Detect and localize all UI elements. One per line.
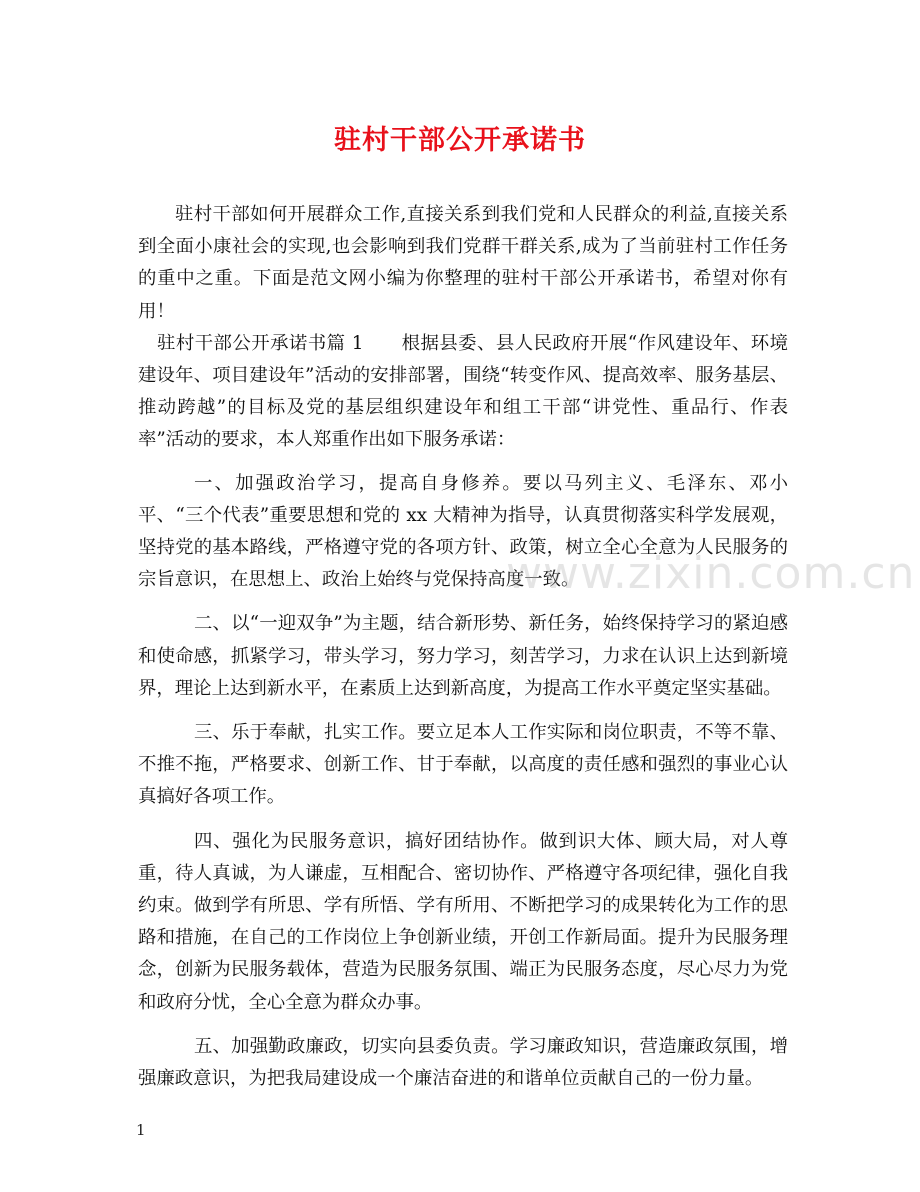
- document-body: [138, 199, 788, 1095]
- commitment-item-1: 一、加强政治学习，提高自身修养。要以马列主义、毛泽东、邓小平、“三个代表”重要思想和党的 xx 大精神为指导，认真贯彻落实科学发展观，坚持党的基本路线，严格遵守党的各项方针、政策，树立全心全意为人民服务的宗旨意识，在思想上、政治上始终与党保持高度一致。: [138, 472, 788, 591]
- watermark: www.zixin.com.cn: [506, 548, 916, 599]
- document-title: 驻村干部公开承诺书: [334, 125, 586, 156]
- commitment-item-3: 三、乐于奉献，扎实工作。要立足本人工作实际和岗位职责，不等不靠、不推不拖，严格要求、创新工作、甘于奉献，以高度的责任感和强烈的事业心认真搞好各项工作。: [138, 722, 788, 808]
- commitment-item-4: 四、强化为民服务意识，搞好团结协作。做到识大体、顾大局，对人尊重，待人真诚，为人谦虚，互相配合、密切协作、严格遵守各项纪律，强化自我约束。做到学有所思、学有所悟、学有所用、不断把学习的成果转化为工作的思路和措施，在自己的工作岗位上争创新业绩，开创工作新局面。提升为民服务理念，创新为民服务载体，营造为民服务氛围、端正为民服务态度，尽心尽力为党和政府分忧，全心全意为群众办事。: [138, 830, 788, 1013]
- commitment-item-2: 二、以“一迎双争”为主题，结合新形势、新任务，始终保持学习的紧迫感和使命感，抓紧学习，带头学习，努力学习，刻苦学习，力求在认识上达到新境界，理论上达到新水平，在素质上达到新高度，为提高工作水平奠定坚实基础。: [138, 613, 788, 699]
- intro-paragraph: 驻村干部如何开展群众工作,直接关系到我们党和人民群众的利益,直接关系到全面小康社会的实现,也会影响到我们党群干群关系,成为了当前驻村工作任务的重中之重。下面是范文网小编为你整理的驻村干部公开承诺书，希望对你有用！: [138, 204, 788, 322]
- commitment-item-5: 五、加强勤政廉政，切实向县委负责。学习廉政知识，营造廉政氛围，增强廉政意识，为把我局建设成一个廉洁奋进的和谐单位贡献自己的一份力量。: [138, 1035, 788, 1090]
- section-heading-paragraph: 驻村干部公开承诺书篇 1 根据县委、县人民政府开展“作风建设年、环境建设年、项目建设年”活动的安排部署，围绕“转变作风、提高效率、服务基层、推动跨越”的目标及党的基层组织建设年和组工干部“讲党性、重品行、作表率”活动的要求，本人郑重作出如下服务承诺：: [138, 332, 788, 451]
- page-number: 1: [136, 1121, 146, 1139]
